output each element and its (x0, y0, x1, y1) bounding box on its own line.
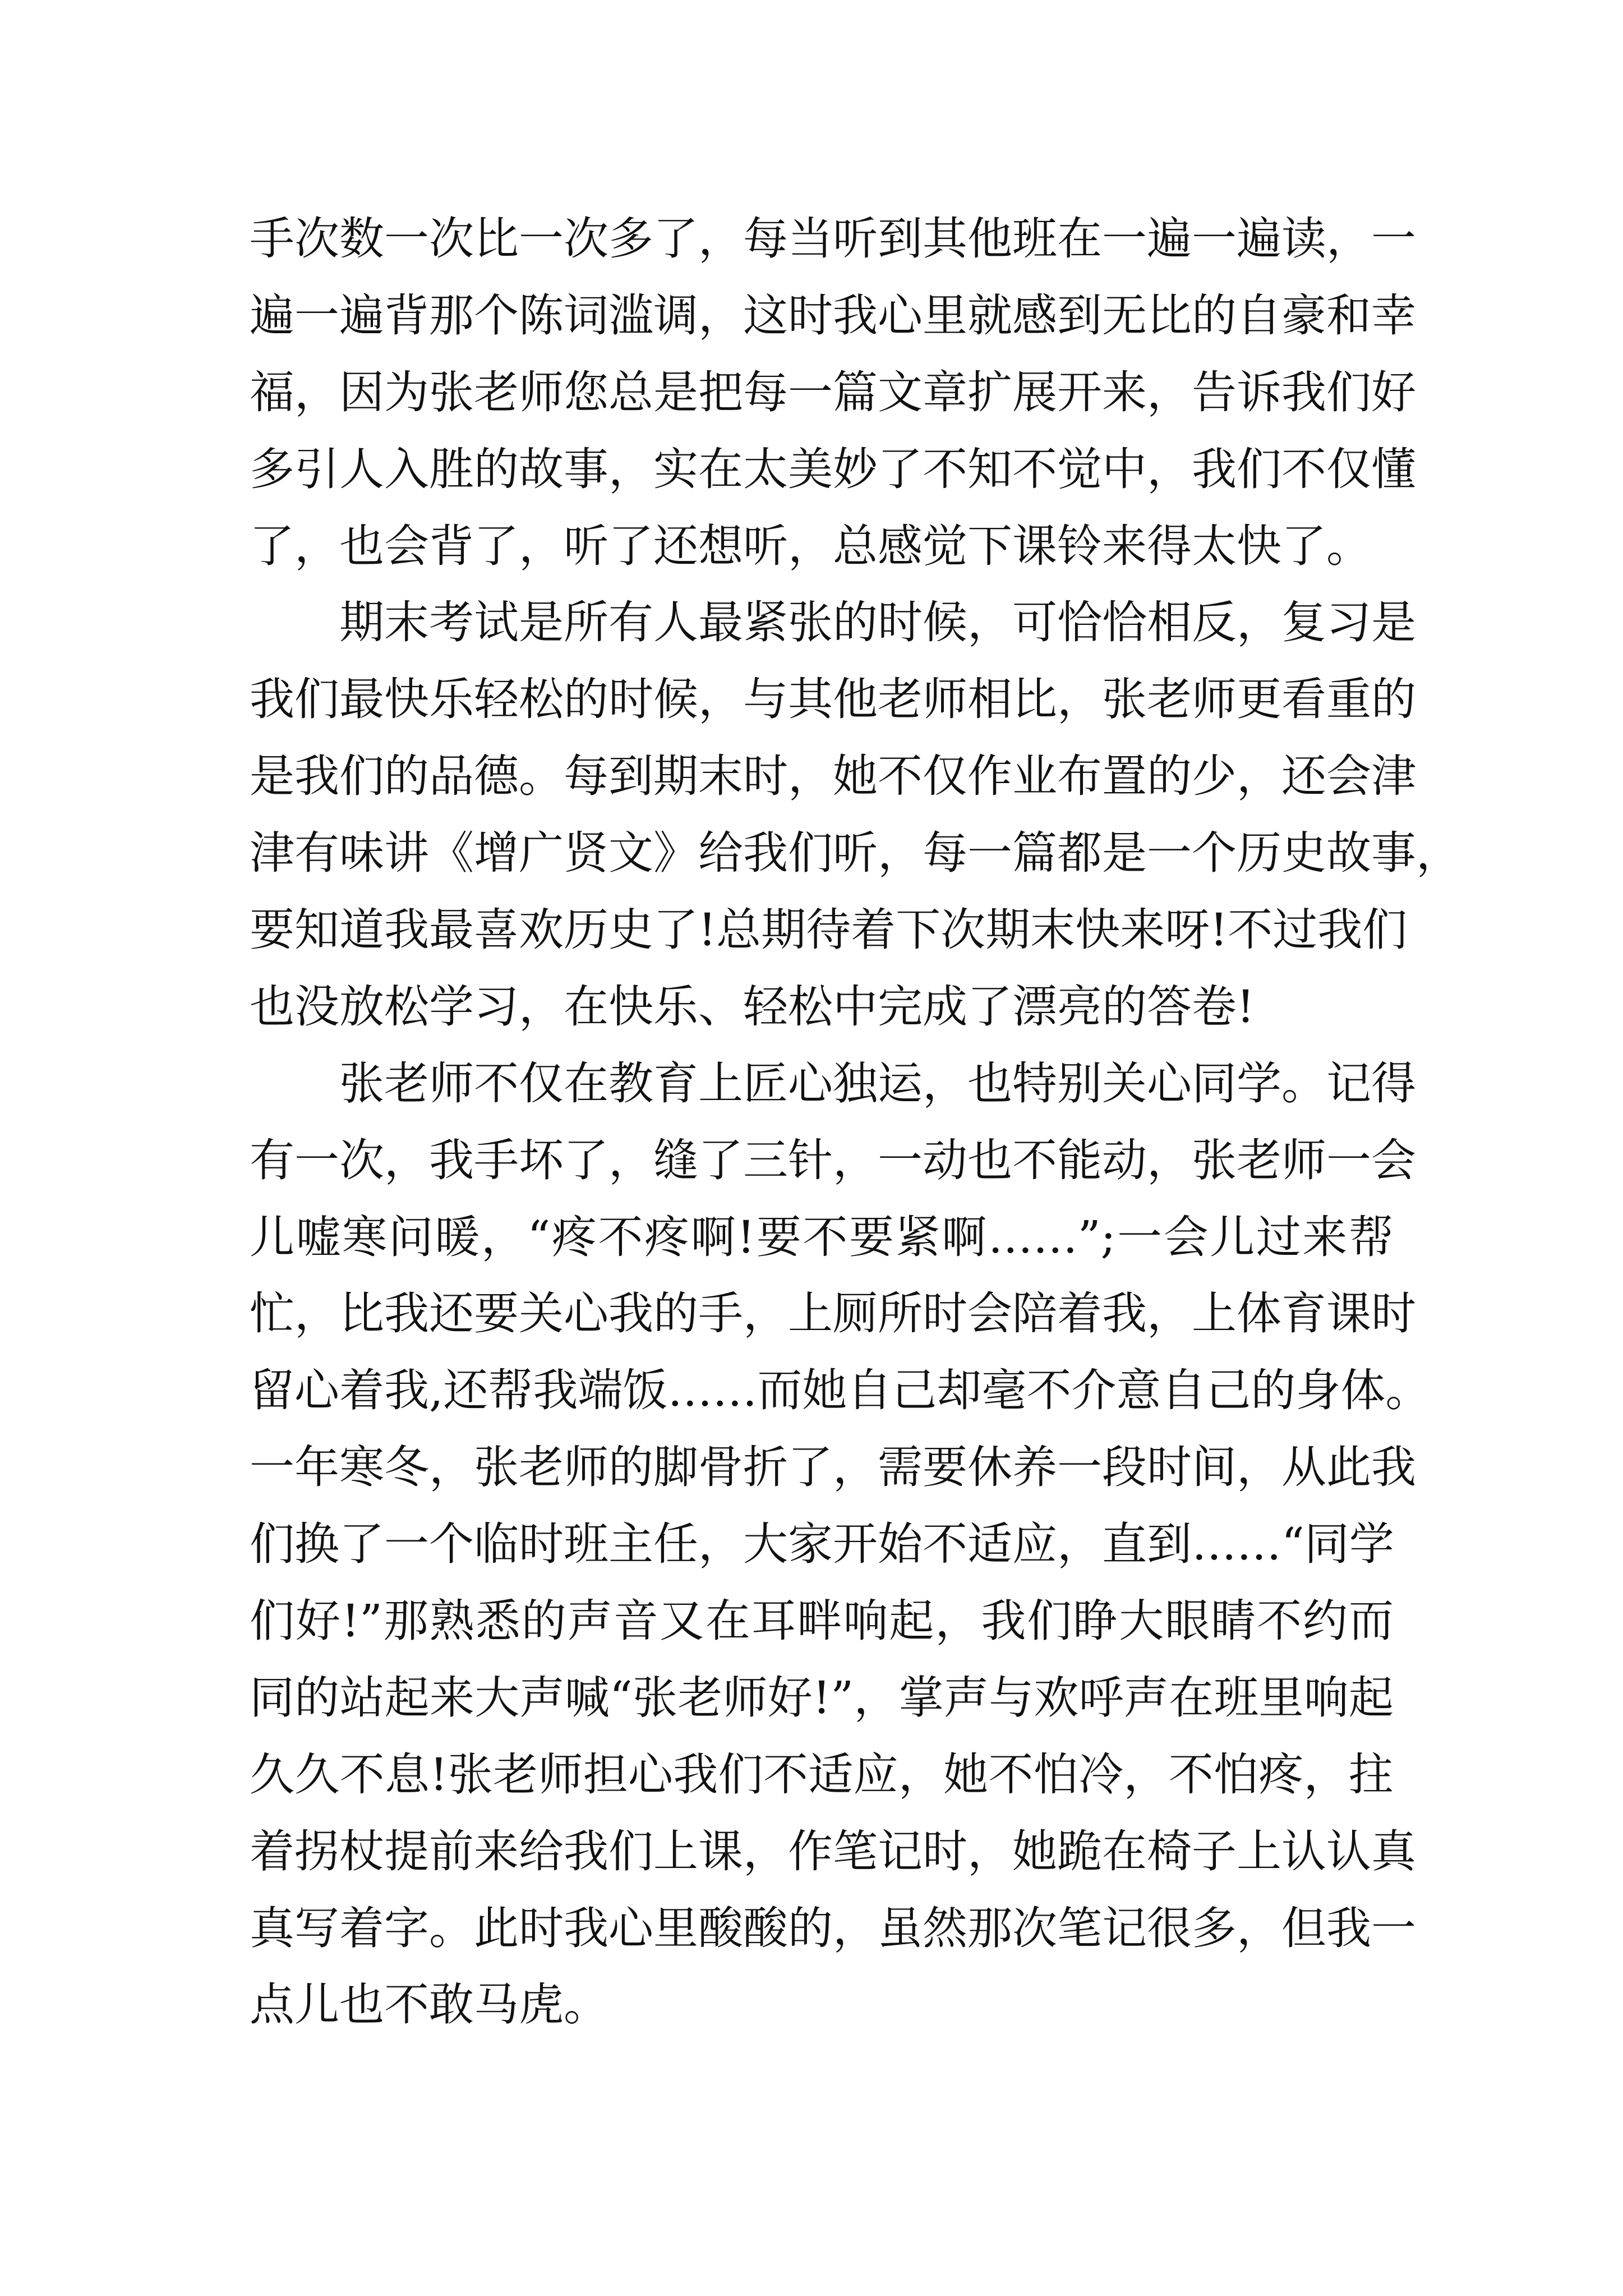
text-line: 们换了一个临时班主任，大家开始不适应，直到……“同学 (250, 1518, 1394, 1571)
text-line: 同的站起来大声喊“张老师好!”，掌声与欢呼声在班里响起 (250, 1671, 1394, 1724)
text-line: 也没放松学习，在快乐、轻松中完成了漂亮的答卷! (250, 980, 1255, 1033)
document-body (250, 201, 1461, 2044)
text-line: 了，也会背了，听了还想听，总感觉下课铃来得太快了。 (250, 519, 1371, 572)
text-line: 是我们的品德。每到期末时，她不仅作业布置的少，还会津 (250, 750, 1416, 803)
text-line: 张老师不仅在教育上匠心独运，也特别关心同学。记得 (339, 1057, 1416, 1110)
text-line: 着拐杖提前来给我们上课，作笔记时，她跪在椅子上认认真 (250, 1825, 1416, 1878)
text-line: 多引人入胜的故事，实在太美妙了不知不觉中，我们不仅懂 (250, 443, 1416, 495)
text-line: 期末考试是所有人最紧张的时候，可恰恰相反，复习是 (339, 596, 1416, 649)
text-line: 们好!”那熟悉的声音又在耳畔响起，我们睁大眼睛不约而 (250, 1595, 1394, 1648)
text-line: 儿嘘寒问暖，“疼不疼啊!要不要紧啊……”;一会儿过来帮 (250, 1211, 1394, 1263)
text-line: 遍一遍背那个陈词滥调，这时我心里就感到无比的自豪和幸 (250, 289, 1416, 342)
text-line: 要知道我最喜欢历史了!总期待着下次期末快来呀!不过我们 (250, 904, 1408, 956)
text-line: 真写着字。此时我心里酸酸的，虽然那次笔记很多，但我一 (250, 1902, 1416, 1954)
text-line: 久久不息!张老师担心我们不适应，她不怕冷，不怕疼，拄 (250, 1748, 1394, 1801)
text-line: 有一次，我手坏了，缝了三针，一动也不能动，张老师一会 (250, 1134, 1416, 1186)
text-line: 留心着我,还帮我端饭……而她自己却毫不介意自己的身体。 (250, 1364, 1431, 1417)
text-line: 我们最快乐轻松的时候，与其他老师相比，张老师更看重的 (250, 673, 1416, 726)
text-line: 福，因为张老师您总是把每一篇文章扩展开来，告诉我们好 (250, 366, 1416, 418)
text-line: 手次数一次比一次多了，每当听到其他班在一遍一遍读，一 (250, 213, 1416, 265)
text-line: 点儿也不敢马虎。 (250, 1978, 608, 2031)
text-line: 一年寒冬，张老师的脚骨折了，需要休养一段时间，从此我 (250, 1441, 1416, 1494)
text-line: 津有味讲《增广贤文》给我们听，每一篇都是一个历史故事， (250, 827, 1461, 880)
text-line: 忙，比我还要关心我的手，上厕所时会陪着我，上体育课时 (250, 1287, 1416, 1340)
